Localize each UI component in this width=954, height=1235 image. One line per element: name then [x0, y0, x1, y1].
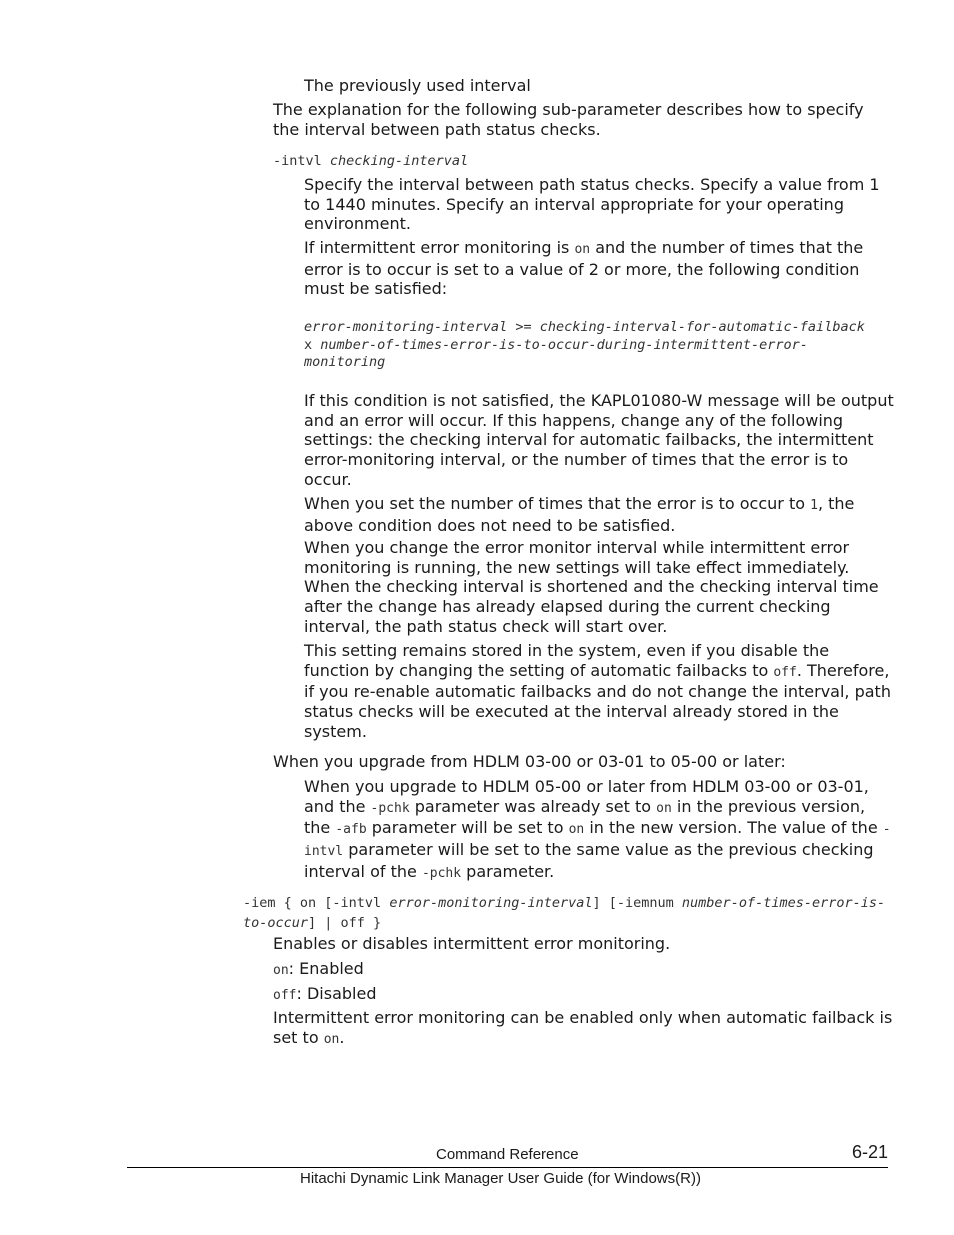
iem-off-option: off: Disabled	[273, 984, 377, 1003]
condition-intro-paragraph: If intermittent error monitoring is on and the number of times that the error is to occur is set to a value of 2 or more, the following condition must be satisfied:	[304, 238, 864, 299]
upgrade-heading: When you upgrade from HDLM 03-00 or 03-01 to 05-00 or later:	[273, 752, 786, 771]
iem-constraint-paragraph: Intermittent error monitoring can be enabled only when automatic failback is set to on.	[273, 1008, 893, 1047]
single-error-paragraph: When you set the number of times that the error is to occur to 1, the above condition does not need to be satisfied.	[304, 494, 855, 535]
footer-section-title: Command Reference	[436, 1146, 579, 1163]
page-number: 6-21	[851, 1142, 888, 1162]
condition-failure-paragraph: If this condition is not satisfied, the KAPL01080-W message will be output and an error will occur. If this happens, change any of the following settings: the checking interval for automatic failbacks, the intermittent error-monitoring interval, or the number of times that the error is to occur.	[304, 391, 894, 489]
setting-stored-paragraph: This setting remains stored in the system, even if you disable the function by changing the setting of automatic failbacks to off. Therefore, if you re-enable automatic failbacks and do not change the interval, path status checks will be executed at the interval already stored in the system.	[304, 641, 891, 741]
condition-formula: error-monitoring-interval >= checking-interval-for-automatic-failback x number-of-times-error-is-to-occur-during-intermittent-error-monitoring	[304, 319, 865, 370]
intvl-description-paragraph: Specify the interval between path status checks. Specify a value from 1 to 1440 minutes. Specify an interval appropriate for your operating environment.	[304, 175, 880, 234]
upgrade-paragraph: When you upgrade to HDLM 05-00 or later from HDLM 03-00 or 03-01, and the -pchk parameter was already set to on in the previous version, the -afb parameter will be set to on in the new version. The value of the -intvl parameter will be set to the same value as the previous checking interval of the -pchk parameter.	[304, 777, 891, 881]
subparam-intro-paragraph: The explanation for the following sub-parameter describes how to specify the interval between path status checks.	[273, 100, 864, 139]
previous-interval-text: The previously used interval	[304, 76, 531, 95]
monitor-change-paragraph: When you change the error monitor interval while intermittent error monitoring is running, the new settings will take effect immediately. When the checking interval is shortened and the checking interval time after the change has already elapsed during the current checking interval, the path status check will start over.	[304, 538, 879, 636]
iem-parameter-syntax: -iem { on [-intvl error-monitoring-interval] [-iemnum number-of-times-error-is-to-occur] | off }	[243, 895, 886, 931]
iem-description-paragraph: Enables or disables intermittent error monitoring.	[273, 934, 671, 953]
footer-divider	[127, 1167, 888, 1168]
footer-book-title: Hitachi Dynamic Link Manager User Guide (for Windows(R))	[300, 1170, 701, 1187]
intvl-subparameter-heading: -intvl checking-interval	[273, 153, 469, 169]
iem-on-option: on: Enabled	[273, 959, 364, 978]
